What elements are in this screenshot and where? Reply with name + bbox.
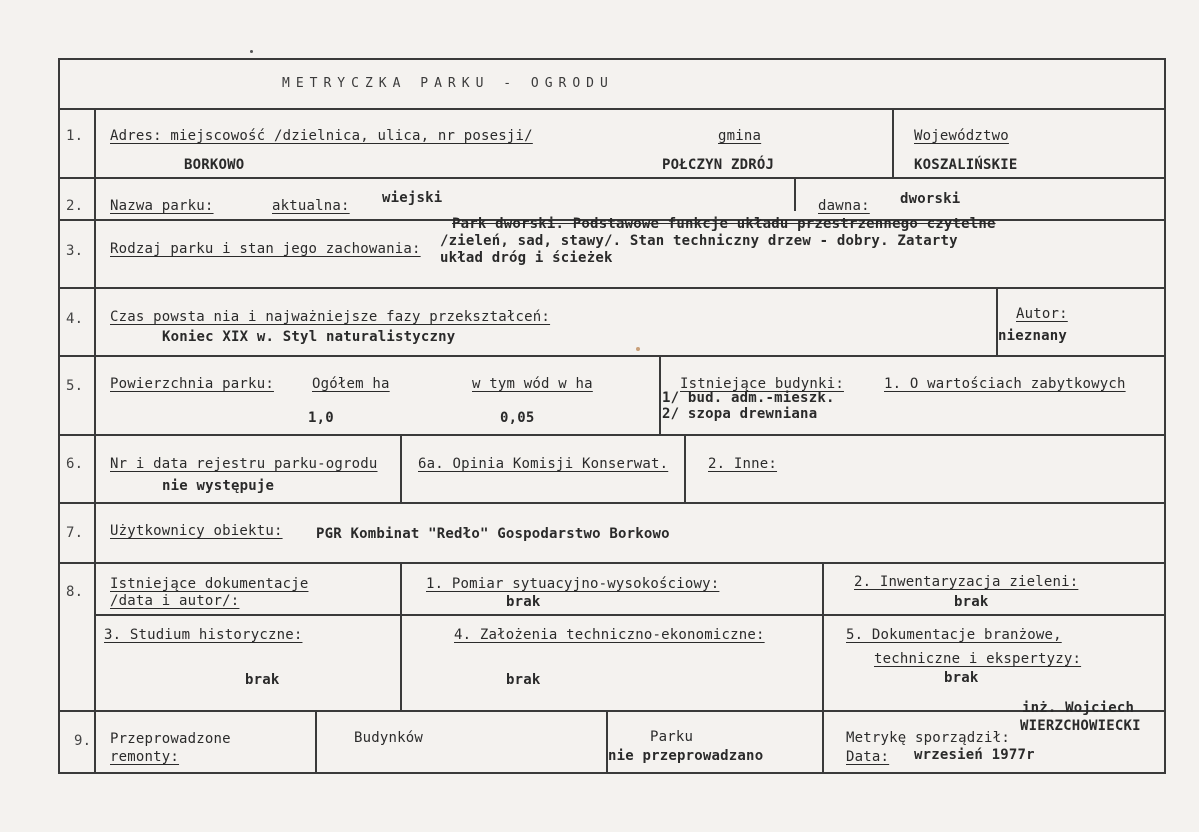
row-sep-7: [58, 562, 1166, 564]
park-name-label: Nazwa parku:: [110, 198, 214, 214]
current-name-value: wiejski: [382, 190, 443, 206]
frame-bottom-line: [58, 772, 1166, 774]
author-value: nieznany: [998, 328, 1068, 344]
total-area-value: 1,0: [308, 410, 334, 426]
row-5-number: 5.: [66, 378, 84, 394]
date-label: Data:: [846, 749, 890, 765]
prepared-by-value-2: WIERZCHOWIECKI: [1020, 718, 1141, 734]
buildings-renovation-label: Budynków: [354, 730, 424, 746]
other-label: 2. Inne:: [708, 456, 778, 472]
row-sep-title: [58, 108, 1166, 110]
row-sep-6: [58, 502, 1166, 504]
row-sep-1: [58, 177, 1166, 179]
row-sep-8a: [94, 614, 1166, 616]
greenery-inventory-value: brak: [954, 594, 989, 610]
park-type-label: Rodzaj parku i stan jego zachowania:: [110, 241, 421, 257]
documentation-label-2: /data i autor/:: [110, 593, 240, 609]
date-value: wrzesień 1977r: [914, 747, 1035, 763]
branch-docs-value: brak: [944, 670, 979, 686]
r9-divider-1: [315, 710, 317, 772]
row-6-number: 6.: [66, 456, 84, 472]
origin-value: Koniec XIX w. Styl naturalistyczny: [162, 329, 456, 345]
number-column-divider: [94, 108, 96, 772]
prepared-by-label: Metrykę sporządził:: [846, 730, 1010, 746]
historical-study-value: brak: [245, 672, 280, 688]
prepared-by-value-1: inż. Wojciech: [1022, 700, 1135, 716]
renovations-label-1: Przeprowadzone: [110, 731, 231, 747]
documentation-label-1: Istniejące dokumentacje: [110, 576, 309, 592]
row-sep-8: [58, 710, 1166, 712]
frame-right-line: [1164, 58, 1166, 774]
paper-speck: [636, 347, 640, 351]
row-3-number: 3.: [66, 243, 84, 259]
voivodeship-label: Województwo: [914, 128, 1009, 144]
branch-docs-label-1: 5. Dokumentacje branżowe,: [846, 627, 1062, 643]
row-sep-3: [58, 287, 1166, 289]
r4-divider: [996, 287, 998, 355]
water-area-label: w tym wód w ha: [472, 376, 593, 392]
survey-label: 1. Pomiar sytuacyjno-wysokościowy:: [426, 576, 720, 592]
park-renovation-label: Parku: [650, 729, 694, 745]
users-label: Użytkownicy obiektu:: [110, 523, 283, 539]
origin-label: Czas powsta nia i najważniejsze fazy przekształceń:: [110, 309, 551, 325]
branch-docs-label-2: techniczne i ekspertyzy:: [874, 651, 1082, 667]
total-area-label: Ogółem ha: [312, 376, 390, 392]
water-area-value: 0,05: [500, 410, 535, 426]
row-9-number: 9.: [74, 733, 92, 749]
users-value: PGR Kombinat "Redło" Gospodarstwo Borkowo: [316, 526, 670, 542]
gmina-label: gmina: [718, 128, 762, 144]
row-1-number: 1.: [66, 128, 84, 144]
address-value: BORKOWO: [184, 157, 245, 173]
gmina-value: POŁCZYN ZDRÓJ: [662, 157, 775, 173]
tech-econ-label: 4. Założenia techniczno-ekonomiczne:: [454, 627, 765, 643]
conservator-opinion-label: 6a. Opinia Komisji Konserwat.: [418, 456, 669, 472]
r1-divider-woj: [892, 108, 894, 177]
area-label: Powierzchnia parku:: [110, 376, 274, 392]
paper-speck: [250, 50, 253, 53]
historical-study-label: 3. Studium historyczne:: [104, 627, 303, 643]
r5-divider: [659, 355, 661, 434]
author-label: Autor:: [1016, 306, 1068, 322]
survey-value: brak: [506, 594, 541, 610]
row-4-number: 4.: [66, 311, 84, 327]
row-2-number: 2.: [66, 198, 84, 214]
row-7-number: 7.: [66, 525, 84, 541]
registry-value: nie występuje: [162, 478, 275, 494]
frame-top-line: [58, 58, 1166, 60]
r6-divider-1: [400, 434, 402, 502]
row-8-number: 8.: [66, 584, 84, 600]
r8-divider-2: [822, 562, 824, 710]
tech-econ-value: brak: [506, 672, 541, 688]
park-type-line-3: układ dróg i ścieżek: [440, 250, 613, 266]
building-1: 1/ bud. adm.-mieszk.: [662, 390, 835, 406]
row-sep-5: [58, 434, 1166, 436]
park-renovation-value: nie przeprowadzano: [608, 748, 764, 764]
buildings-historic-note: 1. O wartościach zabytkowych: [884, 376, 1126, 392]
renovations-label-2: remonty:: [110, 749, 180, 765]
current-name-label: aktualna:: [272, 198, 350, 214]
former-name-value: dworski: [900, 191, 961, 207]
frame-left-line: [58, 58, 60, 774]
r8-divider-1: [400, 562, 402, 710]
park-type-line-1: Park dworski. Podstawowe funkcje układu przestrzennego czytelne: [452, 216, 996, 232]
row-sep-4: [58, 355, 1166, 357]
former-name-label: dawna:: [818, 198, 870, 214]
buildings-label: Istniejące budynki:: [680, 376, 844, 392]
r9-divider-3: [822, 710, 824, 772]
r2-divider: [794, 177, 796, 211]
registry-label: Nr i data rejestru parku-ogrodu: [110, 456, 378, 472]
r6-divider-2: [684, 434, 686, 502]
address-label: Adres: miejscowość /dzielnica, ulica, nr posesji/: [110, 128, 533, 144]
card-title: METRYCZKA PARKU - OGRODU: [282, 76, 614, 91]
building-2: 2/ szopa drewniana: [662, 406, 818, 422]
voivodeship-value: KOSZALIŃSKIE: [914, 157, 1018, 173]
greenery-inventory-label: 2. Inwentaryzacja zieleni:: [854, 574, 1079, 590]
park-type-line-2: /zieleń, sad, stawy/. Stan techniczny drzew - dobry. Zatarty: [440, 233, 958, 249]
